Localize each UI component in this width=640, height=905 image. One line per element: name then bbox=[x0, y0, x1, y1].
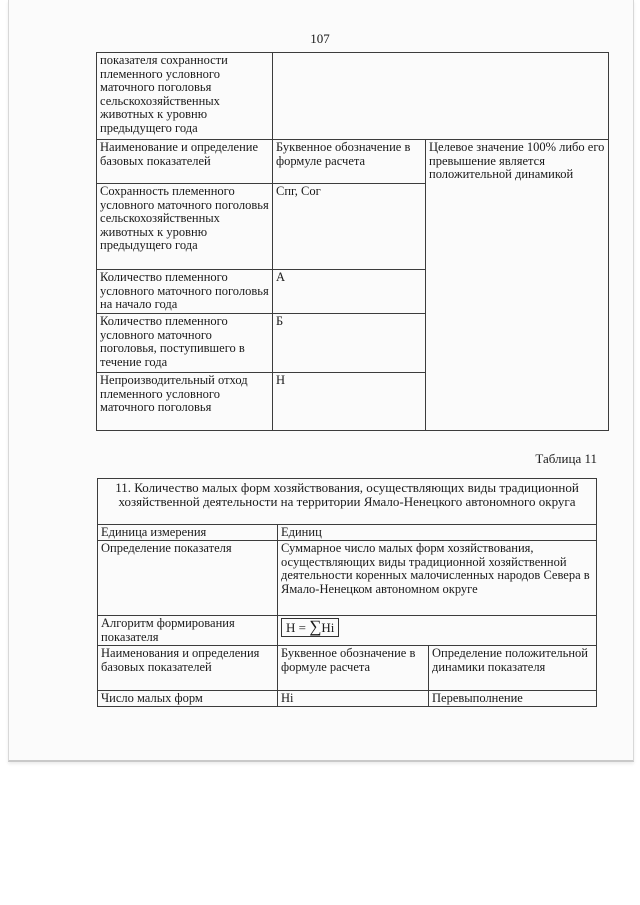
definition-label: Определение показателя bbox=[98, 541, 278, 616]
row-name: Количество племенного условного маточного поголовья, поступившего в течение года bbox=[97, 314, 273, 373]
indicator-table-11 bbox=[97, 478, 597, 707]
header-symbol: Буквенное обозначение в формуле расчета bbox=[278, 646, 429, 691]
algorithm-label: Алгоритм формирования показателя bbox=[98, 616, 278, 646]
continued-indicator-cell: показателя сохранности племенного условного маточного поголовья сельскохозяйственных животных к уровню предыдущего года bbox=[97, 53, 273, 140]
row-name: Непроизводительный отход племенного условного маточного поголовья bbox=[97, 373, 273, 431]
row-name: Сохранность племенного условного маточного поголовья сельскохозяйственных животных к уровню предыдущего года bbox=[97, 184, 273, 270]
table-caption: Таблица 11 bbox=[535, 451, 597, 466]
unit-value: Единиц bbox=[278, 525, 597, 541]
row-symbol: Спг, Сог bbox=[273, 184, 426, 270]
header-symbol: Буквенное обозначение в формуле расчета bbox=[273, 140, 426, 184]
row-symbol: Hi bbox=[278, 691, 429, 707]
row-symbol: Б bbox=[273, 314, 426, 373]
header-names: Наименования и определения базовых показателей bbox=[98, 646, 278, 691]
empty-cell bbox=[273, 53, 609, 140]
row-dynamics: Перевыполнение bbox=[429, 691, 597, 707]
target-value-cell: Целевое значение 100% либо его превышение является положительной динамикой bbox=[426, 140, 609, 431]
formula bbox=[281, 618, 339, 637]
row-name: Количество племенного условного маточного поголовья на начало года bbox=[97, 270, 273, 314]
indicator-table-continued bbox=[96, 52, 609, 431]
row-symbol: Н bbox=[273, 373, 426, 431]
header-dynamics: Определение положительной динамики показателя bbox=[429, 646, 597, 691]
definition-value: Суммарное число малых форм хозяйствования, осуществляющих виды традиционной хозяйственной деятельности коренных малочисленных народов Севера в Ямало-Ненецком автономном округе bbox=[278, 541, 597, 616]
row-name: Число малых форм bbox=[98, 691, 278, 707]
formula-lhs: Н = bbox=[286, 620, 310, 635]
page-number: 107 bbox=[310, 31, 330, 46]
table-title: 11. Количество малых форм хозяйствования, осуществляющих виды традиционной хозяйственной деятельности на территории Ямало-Ненецкого автономного округа bbox=[98, 479, 597, 525]
row-symbol: А bbox=[273, 270, 426, 314]
formula-cell bbox=[278, 616, 597, 646]
header-name: Наименование и определение базовых показателей bbox=[97, 140, 273, 184]
unit-label: Единица измерения bbox=[98, 525, 278, 541]
sum-symbol: ∑ bbox=[309, 617, 322, 636]
formula-rhs: Hi bbox=[321, 620, 335, 635]
